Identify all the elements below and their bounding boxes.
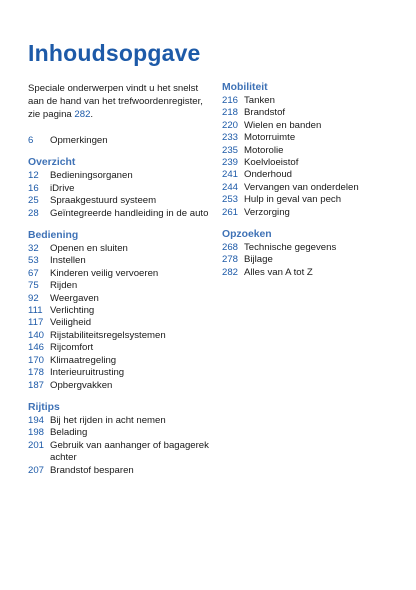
entry-label: Brandstof bbox=[244, 107, 286, 119]
entry-label: Bijlage bbox=[244, 254, 273, 266]
toc-entry[interactable] bbox=[28, 135, 213, 147]
toc-entry[interactable] bbox=[28, 317, 213, 329]
intro-end: . bbox=[90, 109, 94, 120]
page-number-link[interactable]: 25 bbox=[28, 195, 39, 207]
toc-section bbox=[28, 229, 213, 392]
entry-label: Koelvloeistof bbox=[244, 157, 299, 169]
page-number-link[interactable]: 146 bbox=[28, 342, 45, 354]
page-number-link[interactable]: 278 bbox=[222, 254, 239, 266]
page-number-link[interactable]: 282 bbox=[222, 266, 239, 278]
toc-entry[interactable] bbox=[222, 132, 402, 144]
toc-left-column bbox=[28, 135, 213, 486]
entry-label: Opmerkingen bbox=[50, 135, 108, 146]
entry-label: Bedieningsorganen bbox=[50, 170, 133, 182]
toc-entry[interactable] bbox=[222, 242, 402, 254]
entry-label: Technische gegevens bbox=[244, 242, 337, 254]
page-number-link[interactable]: 12 bbox=[28, 170, 39, 182]
entry-label: Instellen bbox=[50, 255, 86, 267]
toc-entry[interactable] bbox=[222, 120, 402, 132]
toc-entry[interactable] bbox=[222, 107, 402, 119]
page-number-link[interactable]: 253 bbox=[222, 194, 239, 206]
toc-entry[interactable] bbox=[28, 380, 213, 392]
page-number-link[interactable]: 268 bbox=[222, 242, 239, 254]
entry-label: Openen en sluiten bbox=[50, 243, 128, 255]
entry-label: Bij het rijden in acht nemen bbox=[50, 414, 166, 426]
toc-entry[interactable] bbox=[28, 465, 213, 477]
entry-label: Motorolie bbox=[244, 144, 284, 156]
toc-section bbox=[28, 135, 213, 147]
entry-label: Rijstabiliteitsregelsystemen bbox=[50, 329, 166, 341]
page-number-link[interactable]: 220 bbox=[222, 119, 239, 131]
page-number-link[interactable]: 241 bbox=[222, 169, 239, 181]
page-number-link[interactable]: 53 bbox=[28, 255, 39, 267]
page-number-link[interactable]: 198 bbox=[28, 427, 45, 439]
toc-entry[interactable] bbox=[28, 208, 213, 220]
entry-label: Interieuruitrusting bbox=[50, 367, 125, 379]
entry-label: Opbergvakken bbox=[50, 379, 113, 391]
page-number-link[interactable]: 235 bbox=[222, 144, 239, 156]
toc-entry[interactable] bbox=[28, 440, 213, 465]
section-heading: Rijtips bbox=[28, 401, 60, 413]
toc-entry[interactable] bbox=[28, 255, 213, 267]
section-heading: Overzicht bbox=[28, 157, 76, 169]
toc-entry[interactable] bbox=[222, 207, 402, 219]
page-number-link[interactable]: 239 bbox=[222, 157, 239, 169]
entry-label: Rijden bbox=[50, 280, 78, 292]
intro-body: Speciale onderwerpen vindt u het snelst aan de hand van het trefwoordenregister, zie pagina bbox=[28, 83, 203, 120]
toc-entry[interactable] bbox=[28, 305, 213, 317]
toc-entry[interactable] bbox=[28, 427, 213, 439]
toc-entry[interactable] bbox=[28, 243, 213, 255]
toc-entry[interactable] bbox=[28, 183, 213, 195]
page-number-link[interactable]: 233 bbox=[222, 132, 239, 144]
entry-label: Motorruimte bbox=[244, 132, 296, 144]
entry-label: Tanken bbox=[244, 95, 275, 106]
toc-entry[interactable] bbox=[28, 280, 213, 292]
toc-entry[interactable] bbox=[222, 145, 402, 157]
entry-label: Hulp in geval van pech bbox=[244, 194, 342, 206]
entry-label: Alles van A tot Z bbox=[244, 266, 313, 278]
toc-entry[interactable] bbox=[28, 195, 213, 207]
toc-entry[interactable] bbox=[28, 293, 213, 305]
entry-label: Wielen en banden bbox=[244, 119, 322, 131]
page-number-link[interactable]: 140 bbox=[28, 329, 45, 341]
toc-entry[interactable] bbox=[222, 169, 402, 181]
page-number-link[interactable]: 201 bbox=[28, 439, 45, 451]
toc-entry[interactable] bbox=[222, 182, 402, 194]
toc-entry[interactable] bbox=[28, 268, 213, 280]
entry-label: Weergaven bbox=[50, 292, 99, 304]
register-page-link[interactable]: 282 bbox=[74, 109, 91, 120]
page-number-link[interactable]: 6 bbox=[28, 135, 34, 146]
toc-section bbox=[222, 81, 402, 219]
toc-entry[interactable] bbox=[28, 170, 213, 182]
toc-section bbox=[222, 228, 402, 279]
toc-entry[interactable] bbox=[28, 342, 213, 354]
entry-label: Veiligheid bbox=[50, 317, 92, 329]
entry-label: Brandstof besparen bbox=[50, 464, 134, 476]
entry-label: Vervangen van onderdelen bbox=[244, 181, 359, 193]
entry-label: Verlichting bbox=[50, 305, 95, 317]
page-number-link[interactable]: 216 bbox=[222, 95, 239, 106]
page-number-link[interactable]: 16 bbox=[28, 182, 39, 194]
toc-section bbox=[28, 156, 213, 220]
page-number-link[interactable]: 117 bbox=[28, 317, 44, 329]
toc-right-column bbox=[222, 81, 402, 288]
toc-entry[interactable] bbox=[222, 157, 402, 169]
page-number-link[interactable]: 187 bbox=[28, 379, 45, 391]
page-number-link[interactable]: 170 bbox=[28, 354, 45, 366]
entry-label: Belading bbox=[50, 427, 88, 439]
page-number-link[interactable]: 194 bbox=[28, 414, 45, 426]
page-number-link[interactable]: 207 bbox=[28, 464, 45, 476]
toc-entry[interactable] bbox=[222, 267, 402, 279]
entry-label: Klimaatregeling bbox=[50, 354, 117, 366]
page-number-link[interactable]: 261 bbox=[222, 206, 239, 218]
toc-section bbox=[28, 401, 213, 477]
page-number-link[interactable]: 28 bbox=[28, 207, 39, 219]
entry-label: Spraakgestuurd systeem bbox=[50, 195, 157, 207]
toc-entry[interactable] bbox=[28, 355, 213, 367]
page-number-link[interactable]: 111 bbox=[28, 305, 43, 317]
page-number-link[interactable]: 244 bbox=[222, 181, 239, 193]
entry-label: Rijcomfort bbox=[50, 342, 94, 354]
toc-entry[interactable] bbox=[222, 194, 402, 206]
toc-entry[interactable] bbox=[28, 330, 213, 342]
entry-label: iDrive bbox=[50, 182, 75, 194]
page-number-link[interactable]: 32 bbox=[28, 243, 39, 255]
entry-label: Kinderen veilig vervoeren bbox=[50, 267, 159, 279]
section-heading: Mobiliteit bbox=[222, 82, 268, 93]
entry-label: Onderhoud bbox=[244, 169, 293, 181]
page-number-link[interactable]: 178 bbox=[28, 367, 45, 379]
toc-entry[interactable] bbox=[222, 254, 402, 266]
entry-label: Geïntegreerde handleiding in de auto bbox=[50, 207, 209, 219]
page-number-link[interactable]: 75 bbox=[28, 280, 39, 292]
entry-label: Gebruik van aanhanger of bagagerek achter bbox=[50, 439, 209, 464]
toc-entry[interactable] bbox=[28, 367, 213, 379]
page-number-link[interactable]: 218 bbox=[222, 107, 239, 119]
toc-entry[interactable] bbox=[28, 415, 213, 427]
section-heading: Bediening bbox=[28, 230, 79, 242]
entry-label: Verzorging bbox=[244, 206, 290, 218]
toc-entry[interactable] bbox=[222, 95, 402, 107]
page-title: Inhoudsopgave bbox=[28, 40, 201, 66]
page-number-link[interactable]: 67 bbox=[28, 267, 39, 279]
section-heading: Opzoeken bbox=[222, 229, 272, 241]
page-number-link[interactable]: 92 bbox=[28, 292, 39, 304]
intro-text bbox=[28, 82, 204, 121]
